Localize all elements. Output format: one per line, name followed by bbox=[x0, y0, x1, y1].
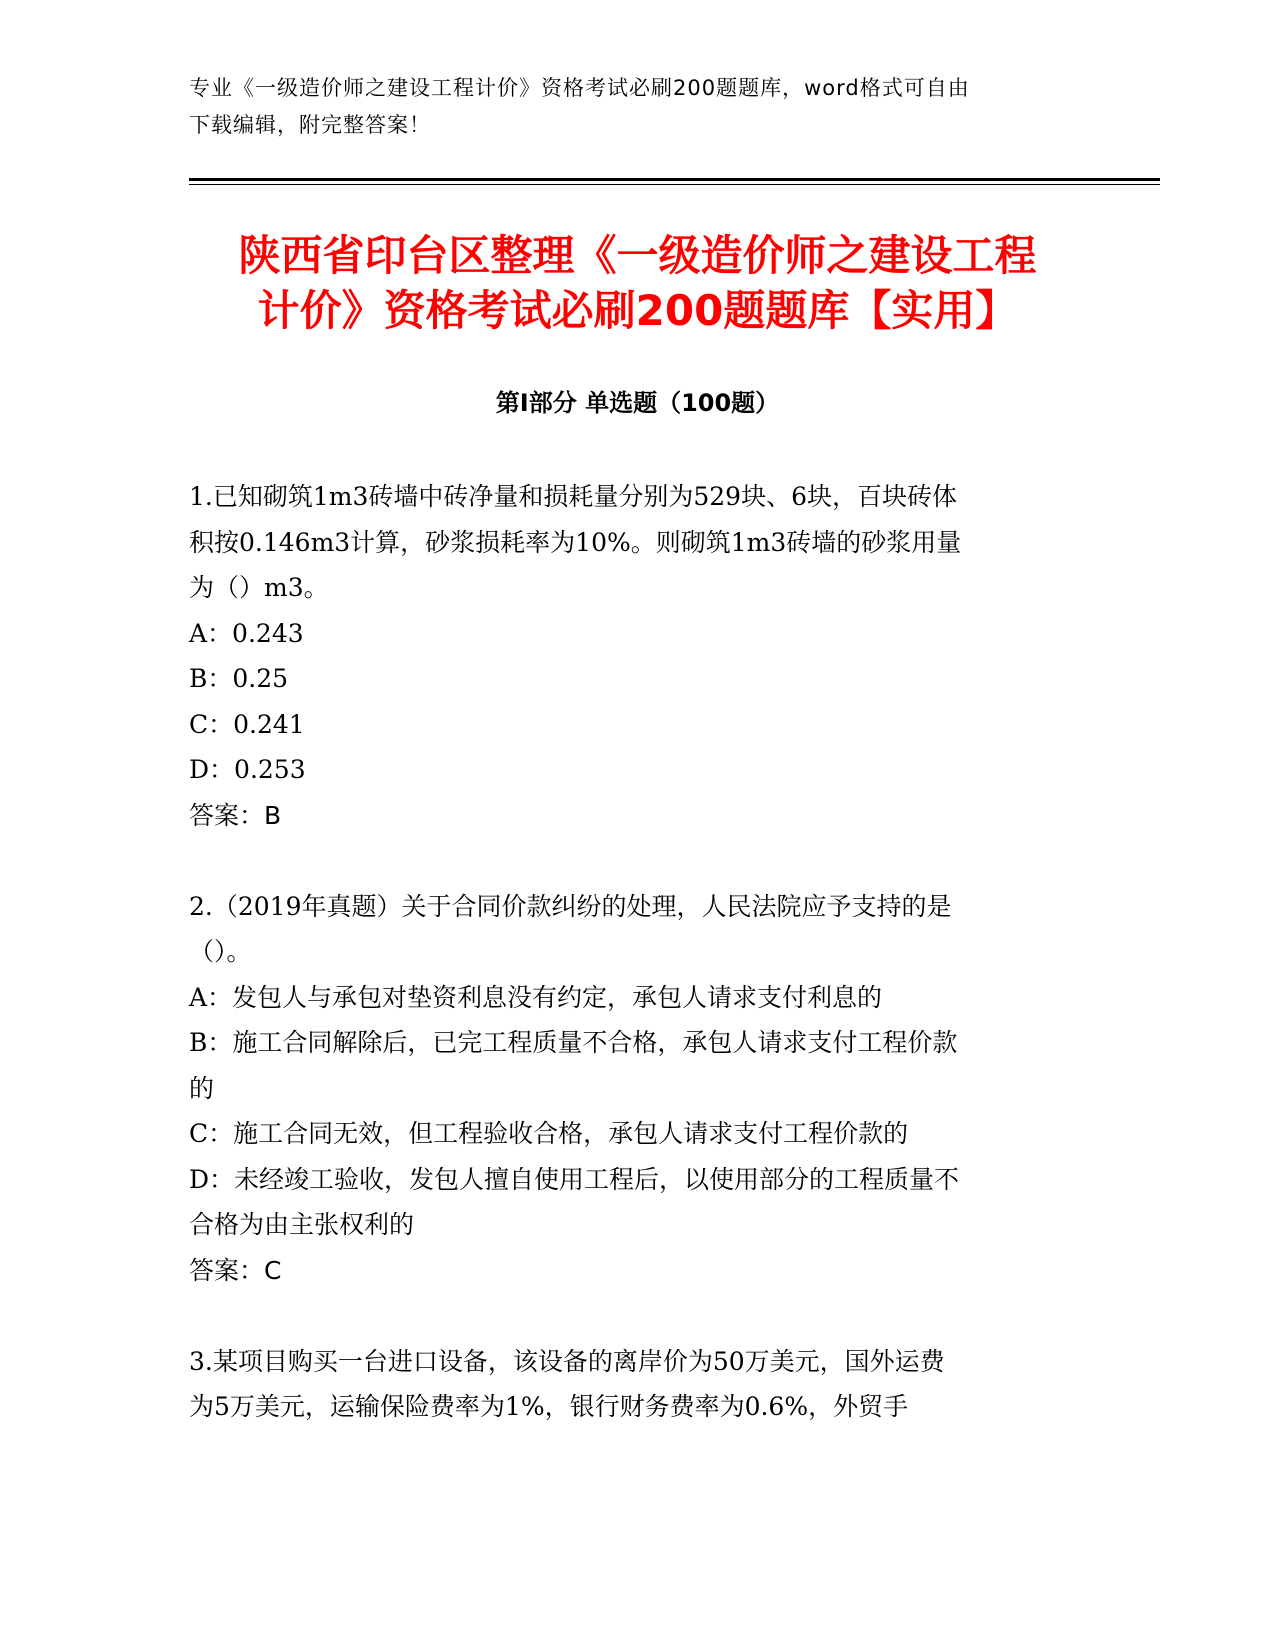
option-b-continued: 的 bbox=[189, 1073, 215, 1103]
header-divider-thick bbox=[189, 178, 1160, 181]
question-1 bbox=[189, 474, 1089, 838]
answer-label: 答案：B bbox=[189, 800, 282, 830]
option-a: A：发包人与承包对垫资利息没有约定，承包人请求支付利息的 bbox=[189, 982, 883, 1012]
option-a: A：0.243 bbox=[189, 618, 304, 648]
option-b: B：施工合同解除后，已完工程质量不合格，承包人请求支付工程价款 bbox=[189, 1028, 958, 1057]
header-note-line: 专业《一级造价师之建设工程计价》资格考试必刷200题题库，word格式可自由 bbox=[189, 76, 970, 100]
header-note bbox=[189, 70, 1089, 144]
question-stem-line: 为（）m3。 bbox=[189, 573, 329, 602]
question-3 bbox=[189, 1339, 1089, 1430]
question-stem-line: 2.（2019年真题）关于合同价款纠纷的处理，人民法院应予支持的是 bbox=[189, 891, 952, 921]
question-stem-line: 积按0.146m3计算，砂浆损耗率为10%。则砌筑1m3砖墙的砂浆用量 bbox=[189, 527, 962, 557]
question-2 bbox=[189, 884, 1089, 1294]
option-c: C：施工合同无效，但工程验收合格，承包人请求支付工程价款的 bbox=[189, 1119, 909, 1148]
question-stem-line: 3.某项目购买一台进口设备，该设备的离岸价为50万美元，国外运费 bbox=[189, 1346, 945, 1376]
question-stem-line: 为5万美元，运输保险费率为1%，银行财务费率为0.6%，外贸手 bbox=[189, 1392, 909, 1421]
question-stem-line: 1.已知砌筑1m3砖墙中砖净量和损耗量分别为529块、6块，百块砖体 bbox=[189, 482, 957, 511]
option-b: B：0.25 bbox=[189, 664, 289, 693]
question-spacer bbox=[189, 1293, 1089, 1339]
question-stem-line: （）。 bbox=[189, 937, 252, 966]
section-title: 第Ⅰ部分 单选题（100题） bbox=[495, 389, 780, 417]
option-d-continued: 合格为由主张权利的 bbox=[189, 1210, 415, 1239]
option-d: D：0.253 bbox=[189, 755, 306, 784]
header-note-line: 下载编辑，附完整答案！ bbox=[189, 113, 431, 137]
document-title-line: 计价》资格考试必刷200题题库【实用】 bbox=[257, 286, 1018, 335]
option-c: C：0.241 bbox=[189, 709, 305, 739]
document-title-line: 陕西省印台区整理《一级造价师之建设工程 bbox=[238, 231, 1037, 280]
question-list bbox=[189, 474, 1089, 1430]
option-d: D：未经竣工验收，发包人擅自使用工程后，以使用部分的工程质量不 bbox=[189, 1164, 960, 1194]
answer-label: 答案：C bbox=[189, 1255, 282, 1285]
document-title bbox=[150, 228, 1125, 338]
question-spacer bbox=[189, 838, 1089, 884]
header-divider-thin bbox=[189, 184, 1160, 185]
